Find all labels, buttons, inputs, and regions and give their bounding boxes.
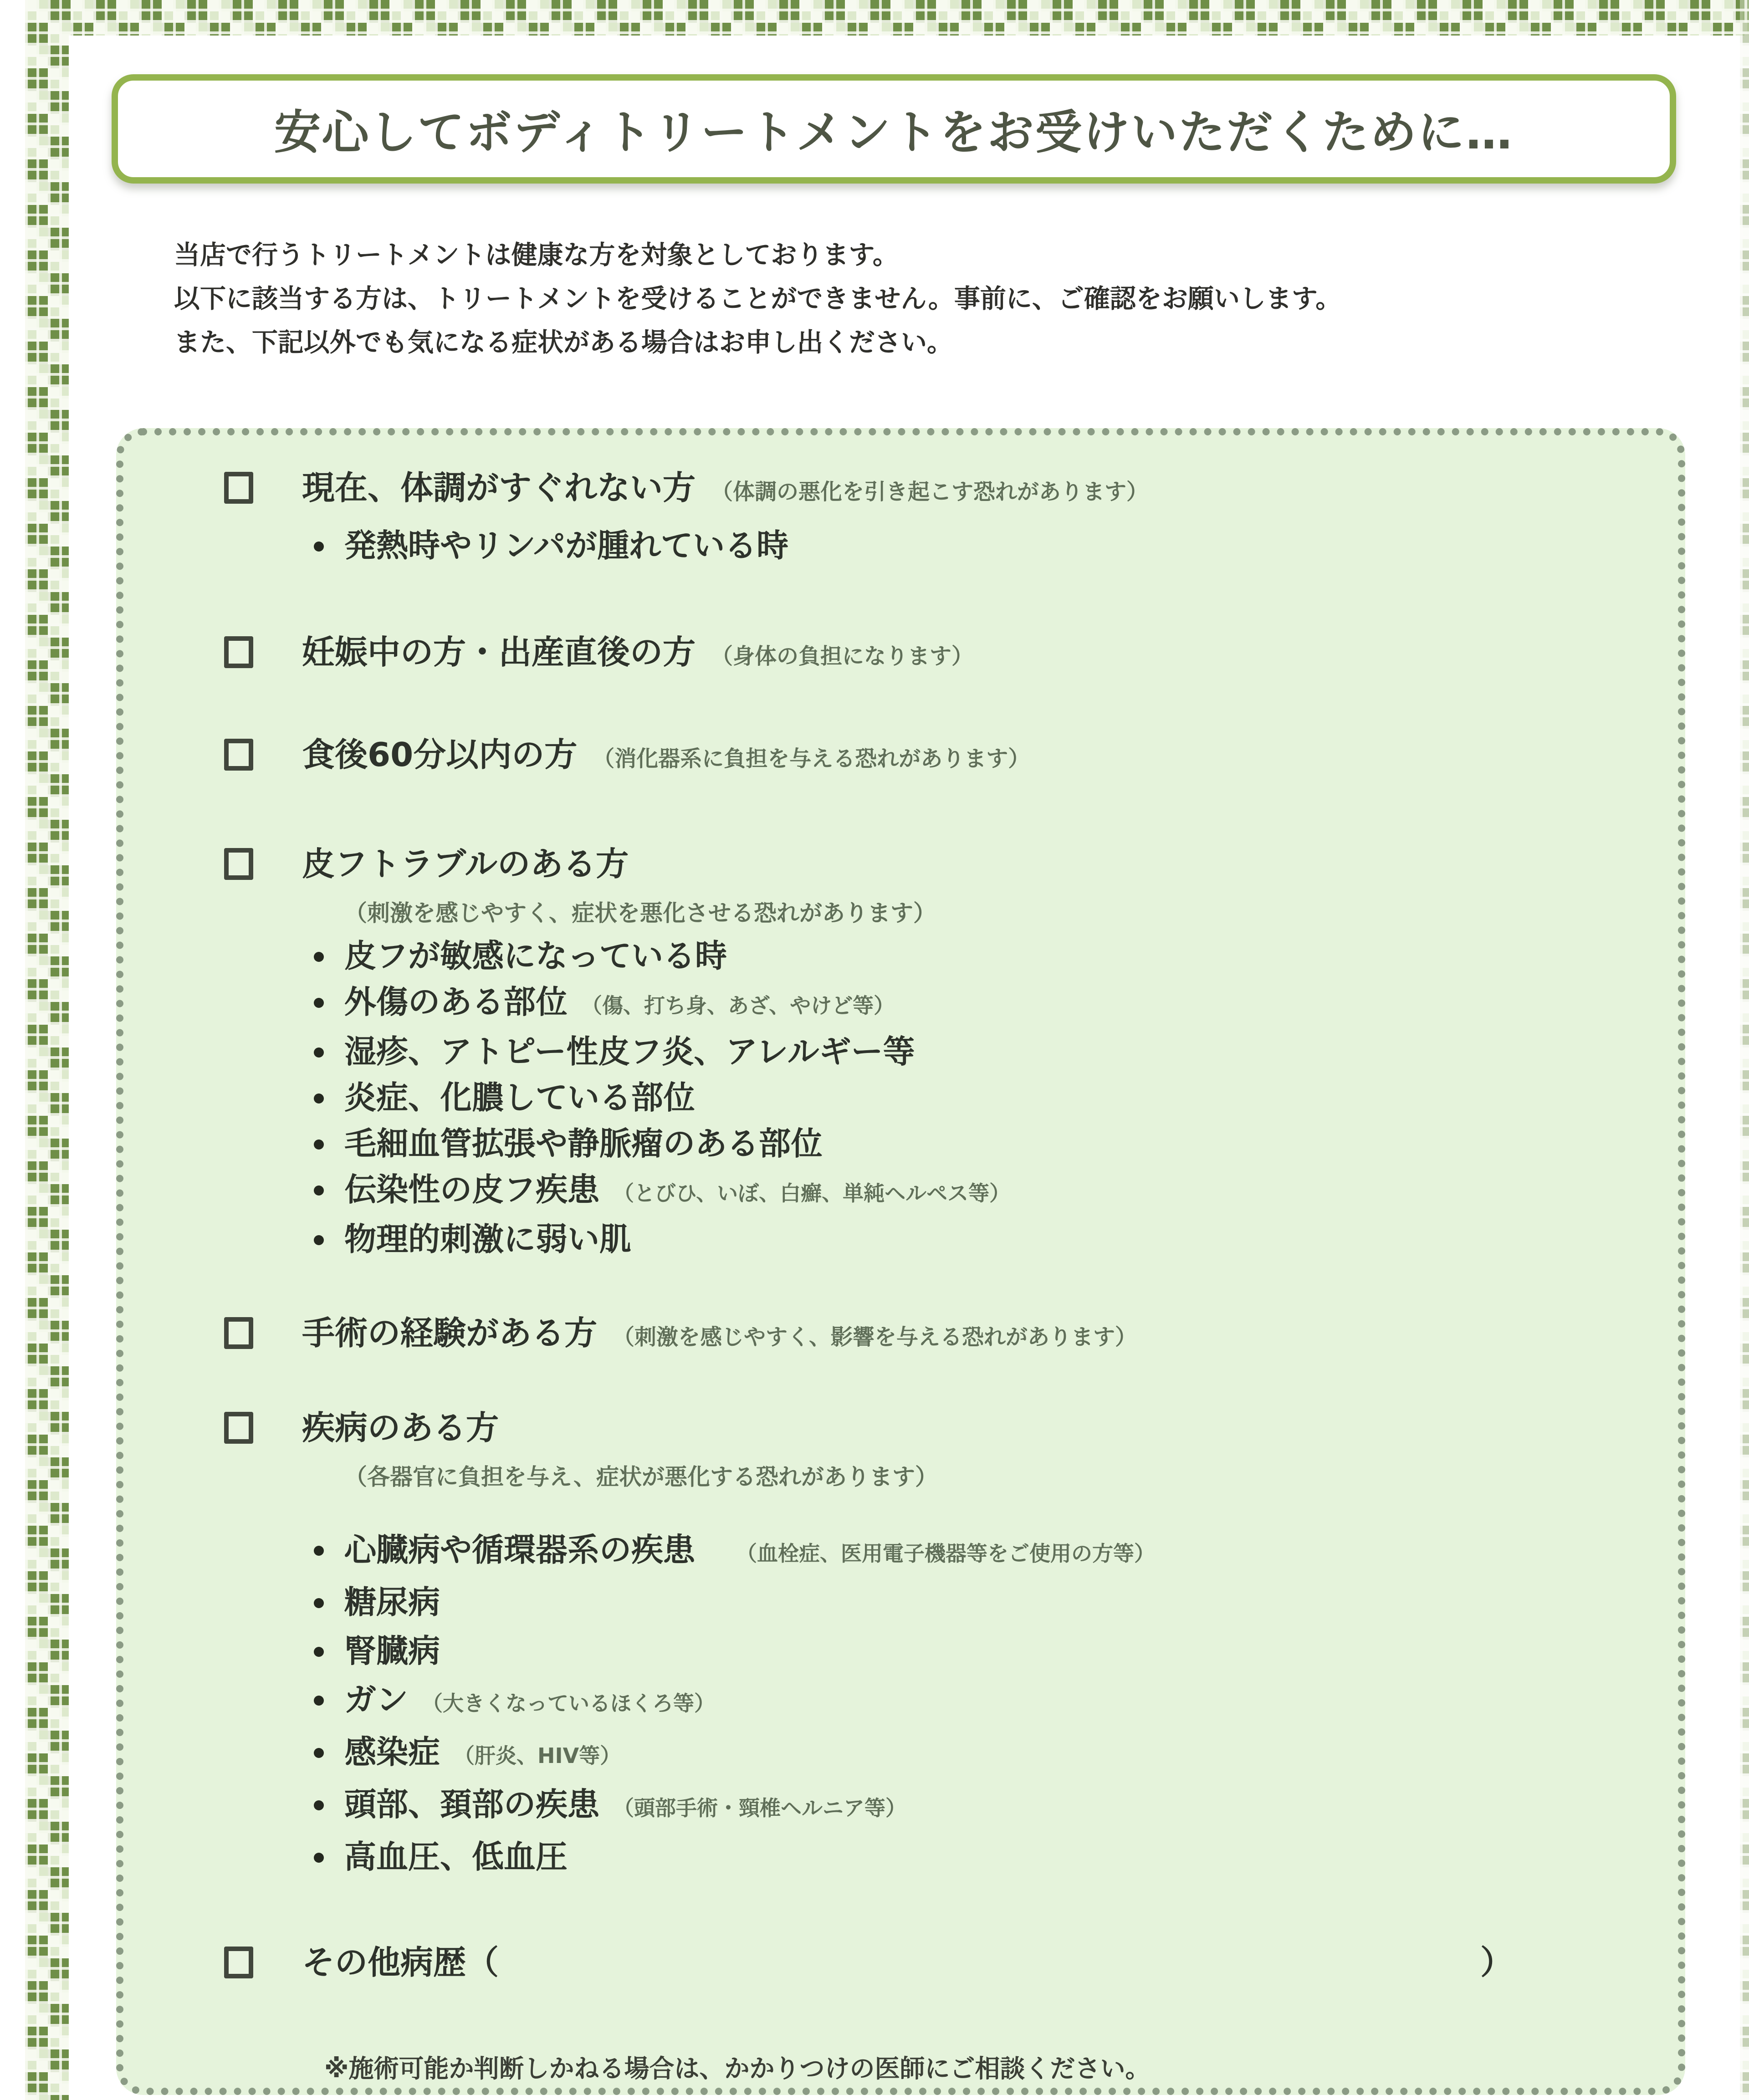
bullet-dot-icon [314, 1093, 324, 1104]
checklist-item [123, 1315, 1669, 1355]
sub-item [123, 1081, 1669, 1114]
sub-item [123, 1127, 1669, 1160]
item-note: （刺激を感じやすく、影響を与える恐れがあります） [613, 1324, 1137, 1350]
sub-item [123, 985, 1669, 1022]
sub-item-text: 外傷のある部位 [344, 983, 568, 1021]
sub-item-note: （肝炎、HIV等） [454, 1743, 621, 1768]
sub-item [123, 1173, 1669, 1210]
bullet-dot-icon [314, 1139, 324, 1150]
sub-item-text: 湿疹、アトピー性皮フ炎、アレルギー等 [344, 1033, 915, 1070]
checkbox[interactable] [224, 1412, 253, 1444]
bullet-dot-icon [314, 1696, 324, 1706]
sub-item [123, 1533, 1669, 1570]
sub-item-note: （血栓症、医用電子機器等をご使用の方等） [736, 1541, 1155, 1566]
sub-item-list [123, 529, 1669, 562]
sub-item-text: 物理的刺激に弱い肌 [344, 1221, 631, 1258]
bullet-dot-icon [314, 1546, 324, 1556]
checklist-row [123, 470, 1669, 510]
sub-item-text: 高血圧、低血圧 [344, 1838, 568, 1875]
sub-item-list [123, 939, 1669, 1256]
sub-item-list [123, 1533, 1669, 1874]
item-note-block: （刺激を感じやすく、症状を悪化させる恐れがあります） [344, 900, 936, 926]
checkbox[interactable] [224, 636, 253, 668]
checkbox[interactable] [224, 848, 253, 880]
intro-line-3: また、下記以外でも気になる症状がある場合はお申し出ください。 [174, 327, 953, 358]
title-box [112, 74, 1676, 184]
bullet-dot-icon [314, 1800, 324, 1810]
checklist-item [123, 634, 1669, 674]
checklist-item [123, 846, 1669, 1256]
item-label: 食後60分以内の方 [302, 736, 578, 774]
sub-item-text: 毛細血管拡張や静脈瘤のある部位 [344, 1125, 823, 1162]
checklist-item [123, 1945, 1669, 1980]
item-note: （体調の悪化を引き起こす恐れがあります） [711, 479, 1149, 505]
sub-item-note: （傷、打ち身、あざ、やけど等） [581, 993, 895, 1018]
intro-line-2: 以下に該当する方は、トリートメントを受けることができません。事前に、ご確認をお願いします。 [174, 284, 1342, 314]
bullet-dot-icon [314, 1235, 324, 1245]
sub-item-text: 発熱時やリンパが腫れている時 [344, 527, 789, 564]
checklist-row [123, 1315, 1669, 1355]
sub-item-note: （とびひ、いぼ、白癬、単純ヘルペス等） [613, 1181, 1011, 1206]
sub-item-text: 頭部、頚部の疾患 [344, 1786, 599, 1823]
sub-item [123, 529, 1669, 562]
mosaic-border-left [25, 0, 69, 2100]
checklist-row [123, 1410, 1669, 1446]
item-label: その他病歴（ [302, 1943, 499, 1982]
checklist-box [116, 428, 1685, 2095]
bullet-dot-icon [314, 998, 324, 1008]
sub-item [123, 1222, 1669, 1256]
item-label: 現在、体調がすぐれない方 [302, 469, 696, 507]
sub-item-note: （頭部手術・頸椎ヘルニア等） [613, 1796, 906, 1820]
bullet-dot-icon [314, 952, 324, 962]
checklist-item [123, 1410, 1669, 1874]
checkbox[interactable] [224, 1317, 253, 1349]
checklist [123, 470, 1669, 1980]
mosaic-border-right [1740, 0, 1749, 2100]
sub-item [123, 1840, 1669, 1874]
sub-item [123, 1585, 1669, 1619]
sub-item [123, 1683, 1669, 1720]
mosaic-border-top [25, 0, 1749, 36]
closing-paren: ） [1480, 1943, 1514, 1982]
sub-item-note: （大きくなっているほくろ等） [422, 1691, 715, 1716]
item-note: （身体の負担になります） [711, 644, 974, 669]
sub-item [123, 1788, 1669, 1825]
bullet-dot-icon [314, 1853, 324, 1863]
sub-item-text: 感染症 [344, 1733, 440, 1771]
sub-item-text: 皮フが敏感になっている時 [344, 937, 727, 975]
sub-item-text: 糖尿病 [344, 1584, 440, 1621]
sub-item [123, 1735, 1669, 1773]
sub-item-text: 伝染性の皮フ疾患 [344, 1171, 599, 1208]
checklist-row [123, 634, 1669, 674]
bullet-dot-icon [314, 1185, 324, 1196]
checklist-row [123, 737, 1669, 777]
checkbox[interactable] [224, 1947, 253, 1978]
bullet-dot-icon [314, 1748, 324, 1758]
checklist-row [123, 846, 1669, 882]
bullet-dot-icon [314, 1047, 324, 1058]
intro-line-1: 当店で行うトリートメントは健康な方を対象としております。 [174, 240, 899, 270]
checkbox[interactable] [224, 739, 253, 771]
sub-item-text: 炎症、化膿している部位 [344, 1079, 695, 1116]
item-label: 疾病のある方 [302, 1409, 499, 1447]
item-note: （消化器系に負担を与える恐れがあります） [593, 746, 1030, 772]
checklist-item [123, 737, 1669, 777]
item-label: 手術の経験がある方 [302, 1314, 598, 1352]
checklist-item [123, 470, 1669, 562]
sub-item-text: 腎臓病 [344, 1632, 440, 1670]
checklist-row [123, 1945, 1669, 1980]
sub-item [123, 1634, 1669, 1668]
sub-item-text: ガン [344, 1681, 408, 1718]
sub-item [123, 1035, 1669, 1068]
bullet-dot-icon [314, 1598, 324, 1608]
item-label: 妊娠中の方・出産直後の方 [302, 633, 696, 671]
checkbox[interactable] [224, 472, 253, 504]
intro-text [174, 233, 1341, 364]
item-note-block: （各器官に負担を与え、症状が悪化する恐れがあります） [344, 1464, 938, 1490]
footer-note: ※施術可能か判断しかねる場合は、かかりつけの医師にご相談ください。 [324, 2054, 1151, 2083]
sub-item-text: 心臓病や循環器系の疾患 [344, 1531, 695, 1569]
page-title: 安心してボディトリートメントをお受けいただくために… [274, 106, 1514, 160]
bullet-dot-icon [314, 542, 324, 552]
sub-item [123, 939, 1669, 973]
bullet-dot-icon [314, 1647, 324, 1657]
item-label: 皮フトラブルのある方 [302, 845, 629, 883]
